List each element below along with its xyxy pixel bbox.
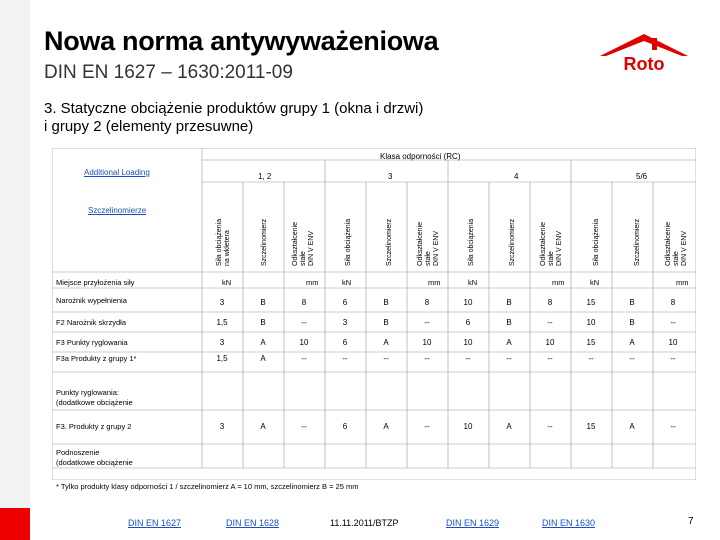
table-cell: 3 — [219, 422, 225, 431]
table-cell: 8 — [424, 298, 430, 307]
row-label: Narożnik wypełnienia — [56, 296, 127, 305]
table-cell: A — [383, 338, 389, 347]
table-cell: 15 — [586, 422, 596, 431]
table-cell: 3 — [219, 298, 225, 307]
table-cell: 8 — [301, 298, 307, 307]
table-cell: -- — [670, 422, 676, 431]
roto-logo — [596, 28, 692, 74]
row-label: F3a Produkty z grupy 1* — [56, 354, 137, 363]
table-cell: A — [506, 338, 512, 347]
footer-link-din-en-1627[interactable]: DIN EN 1627 — [128, 518, 182, 528]
table-cell: B — [506, 318, 512, 327]
footer-link-din-en-1630[interactable]: DIN EN 1630 — [542, 518, 596, 528]
table-cell: B — [383, 298, 389, 307]
unit-cell: mm — [306, 278, 319, 287]
table-cell: -- — [342, 354, 348, 363]
table-cell: -- — [547, 354, 553, 363]
table-cell: -- — [547, 318, 553, 327]
class-header-5-6: 5/6 — [636, 172, 648, 181]
table-cell: 1,5 — [216, 318, 228, 327]
table-cell: A — [506, 422, 512, 431]
row-label: F3. Produkty z grupy 2 — [56, 422, 132, 431]
table-cell: 10 — [463, 298, 473, 307]
table-cell: B — [629, 298, 635, 307]
table-cell: -- — [383, 354, 389, 363]
column-header: Siła obciążenia na wkłetera — [216, 218, 231, 266]
column-header: Szczelinomierz — [634, 218, 641, 266]
table-cell: 6 — [342, 422, 348, 431]
footer-link-din-en-1628[interactable]: DIN EN 1628 — [226, 518, 280, 528]
unit-cell: kN — [342, 278, 352, 287]
footer-date: 11.11.2011/BTZP — [330, 518, 399, 528]
left-band — [0, 0, 30, 540]
column-header: Siła obciążenia — [593, 218, 600, 266]
table-cell: A — [260, 422, 266, 431]
table-cell: 3 — [219, 338, 225, 347]
table-cell: 8 — [547, 298, 553, 307]
table-cell: 15 — [586, 298, 596, 307]
table-cell: 10 — [545, 338, 555, 347]
column-header: Szczelinomierz — [509, 218, 516, 266]
table-cell: B — [260, 318, 266, 327]
table-cell: 3 — [342, 318, 348, 327]
column-header: Siła obciążenia — [345, 218, 352, 266]
table-cell: A — [629, 422, 635, 431]
page-subtitle: DIN EN 1627 – 1630:2011-09 — [44, 62, 293, 83]
table-cell: 10 — [463, 422, 473, 431]
column-header: Szczelinomierz — [261, 218, 268, 266]
class-header-3: 3 — [388, 172, 393, 181]
gauge-button[interactable]: Szczelinomierze — [88, 206, 147, 215]
page-number: 7 — [688, 516, 694, 527]
table-cell: 10 — [668, 338, 678, 347]
resistance-class-label: Klasa odporności (RC) — [380, 152, 461, 161]
table-cell: -- — [301, 422, 307, 431]
table-cell: B — [629, 318, 635, 327]
lifting-note: Podnoszenie (dodatkowe obciążenie — [56, 448, 133, 467]
table-cell: 10 — [586, 318, 596, 327]
footnote: * Tylko produkty klasy odporności 1 / szczelinomierz A = 10 mm, szczelinomierz B = 25 mm — [56, 482, 359, 491]
row-label: F2 Narożnik skrzydła — [56, 318, 127, 327]
table-cell: 1,5 — [216, 354, 228, 363]
column-header: Odkształcenie stałe DIN V ENV — [292, 222, 315, 266]
column-header: Siła obciążenia — [468, 218, 475, 266]
table-cell: 10 — [299, 338, 309, 347]
column-header: Odkształcenie stałe DIN V ENV — [540, 222, 563, 266]
table-cell: -- — [506, 354, 512, 363]
column-header: Odkształcenie stałe DIN V ENV — [417, 222, 440, 266]
table-cell: -- — [301, 354, 307, 363]
table-cell: -- — [670, 354, 676, 363]
page-title: Nowa norma antywyważeniowa — [44, 26, 439, 56]
table-cell: -- — [465, 354, 471, 363]
table-cell: 6 — [465, 318, 471, 327]
column-header: Odkształcenie stałe DIN V ENV — [665, 222, 688, 266]
section-heading — [44, 100, 423, 136]
red-accent-block — [0, 508, 30, 540]
table-cell: -- — [588, 354, 594, 363]
table-cell: B — [260, 298, 266, 307]
table-cell: 6 — [342, 338, 348, 347]
table-cell: -- — [424, 354, 430, 363]
class-header-4: 4 — [514, 172, 519, 181]
unit-cell: mm — [552, 278, 565, 287]
table-cell: 15 — [586, 338, 596, 347]
unit-cell: kN — [468, 278, 478, 287]
table-cell: 10 — [463, 338, 473, 347]
row-label: F3 Punkty ryglowania — [56, 338, 128, 347]
table-cell: -- — [629, 354, 635, 363]
table-cell: -- — [670, 318, 676, 327]
table-cell: -- — [424, 318, 430, 327]
table-cell: B — [383, 318, 389, 327]
table-cell: A — [383, 422, 389, 431]
table-cell: B — [506, 298, 512, 307]
section-heading-line2: i grupy 2 (elementy przesuwne) — [44, 118, 254, 135]
table-cell: 6 — [342, 298, 348, 307]
logo-text: Roto — [623, 54, 665, 74]
table-cell: -- — [301, 318, 307, 327]
table-cell: 10 — [422, 338, 432, 347]
additional-loading-button[interactable]: Additional Loading — [84, 168, 150, 177]
unit-cell: kN — [590, 278, 600, 287]
table-cell: 8 — [670, 298, 676, 307]
unit-cell: kN — [222, 278, 232, 287]
unit-cell: mm — [676, 278, 689, 287]
locking-points-note: Punkty ryglowania: (dodatkowe obciążenie — [56, 388, 133, 407]
class-header-1-2: 1, 2 — [258, 172, 272, 181]
table-cell: -- — [547, 422, 553, 431]
table-cell: -- — [424, 422, 430, 431]
footer-link-din-en-1629[interactable]: DIN EN 1629 — [446, 518, 500, 528]
units-row-label: Miejsce przyłożenia siły — [56, 278, 135, 287]
table-cell: A — [260, 338, 266, 347]
section-heading-line1: 3. Statyczne obciążenie produktów grupy 1 (okna i drzwi) — [44, 100, 424, 117]
table-cell: A — [260, 354, 266, 363]
unit-cell: mm — [428, 278, 441, 287]
table-cell: A — [629, 338, 635, 347]
column-header: Szczelinomierz — [386, 218, 393, 266]
